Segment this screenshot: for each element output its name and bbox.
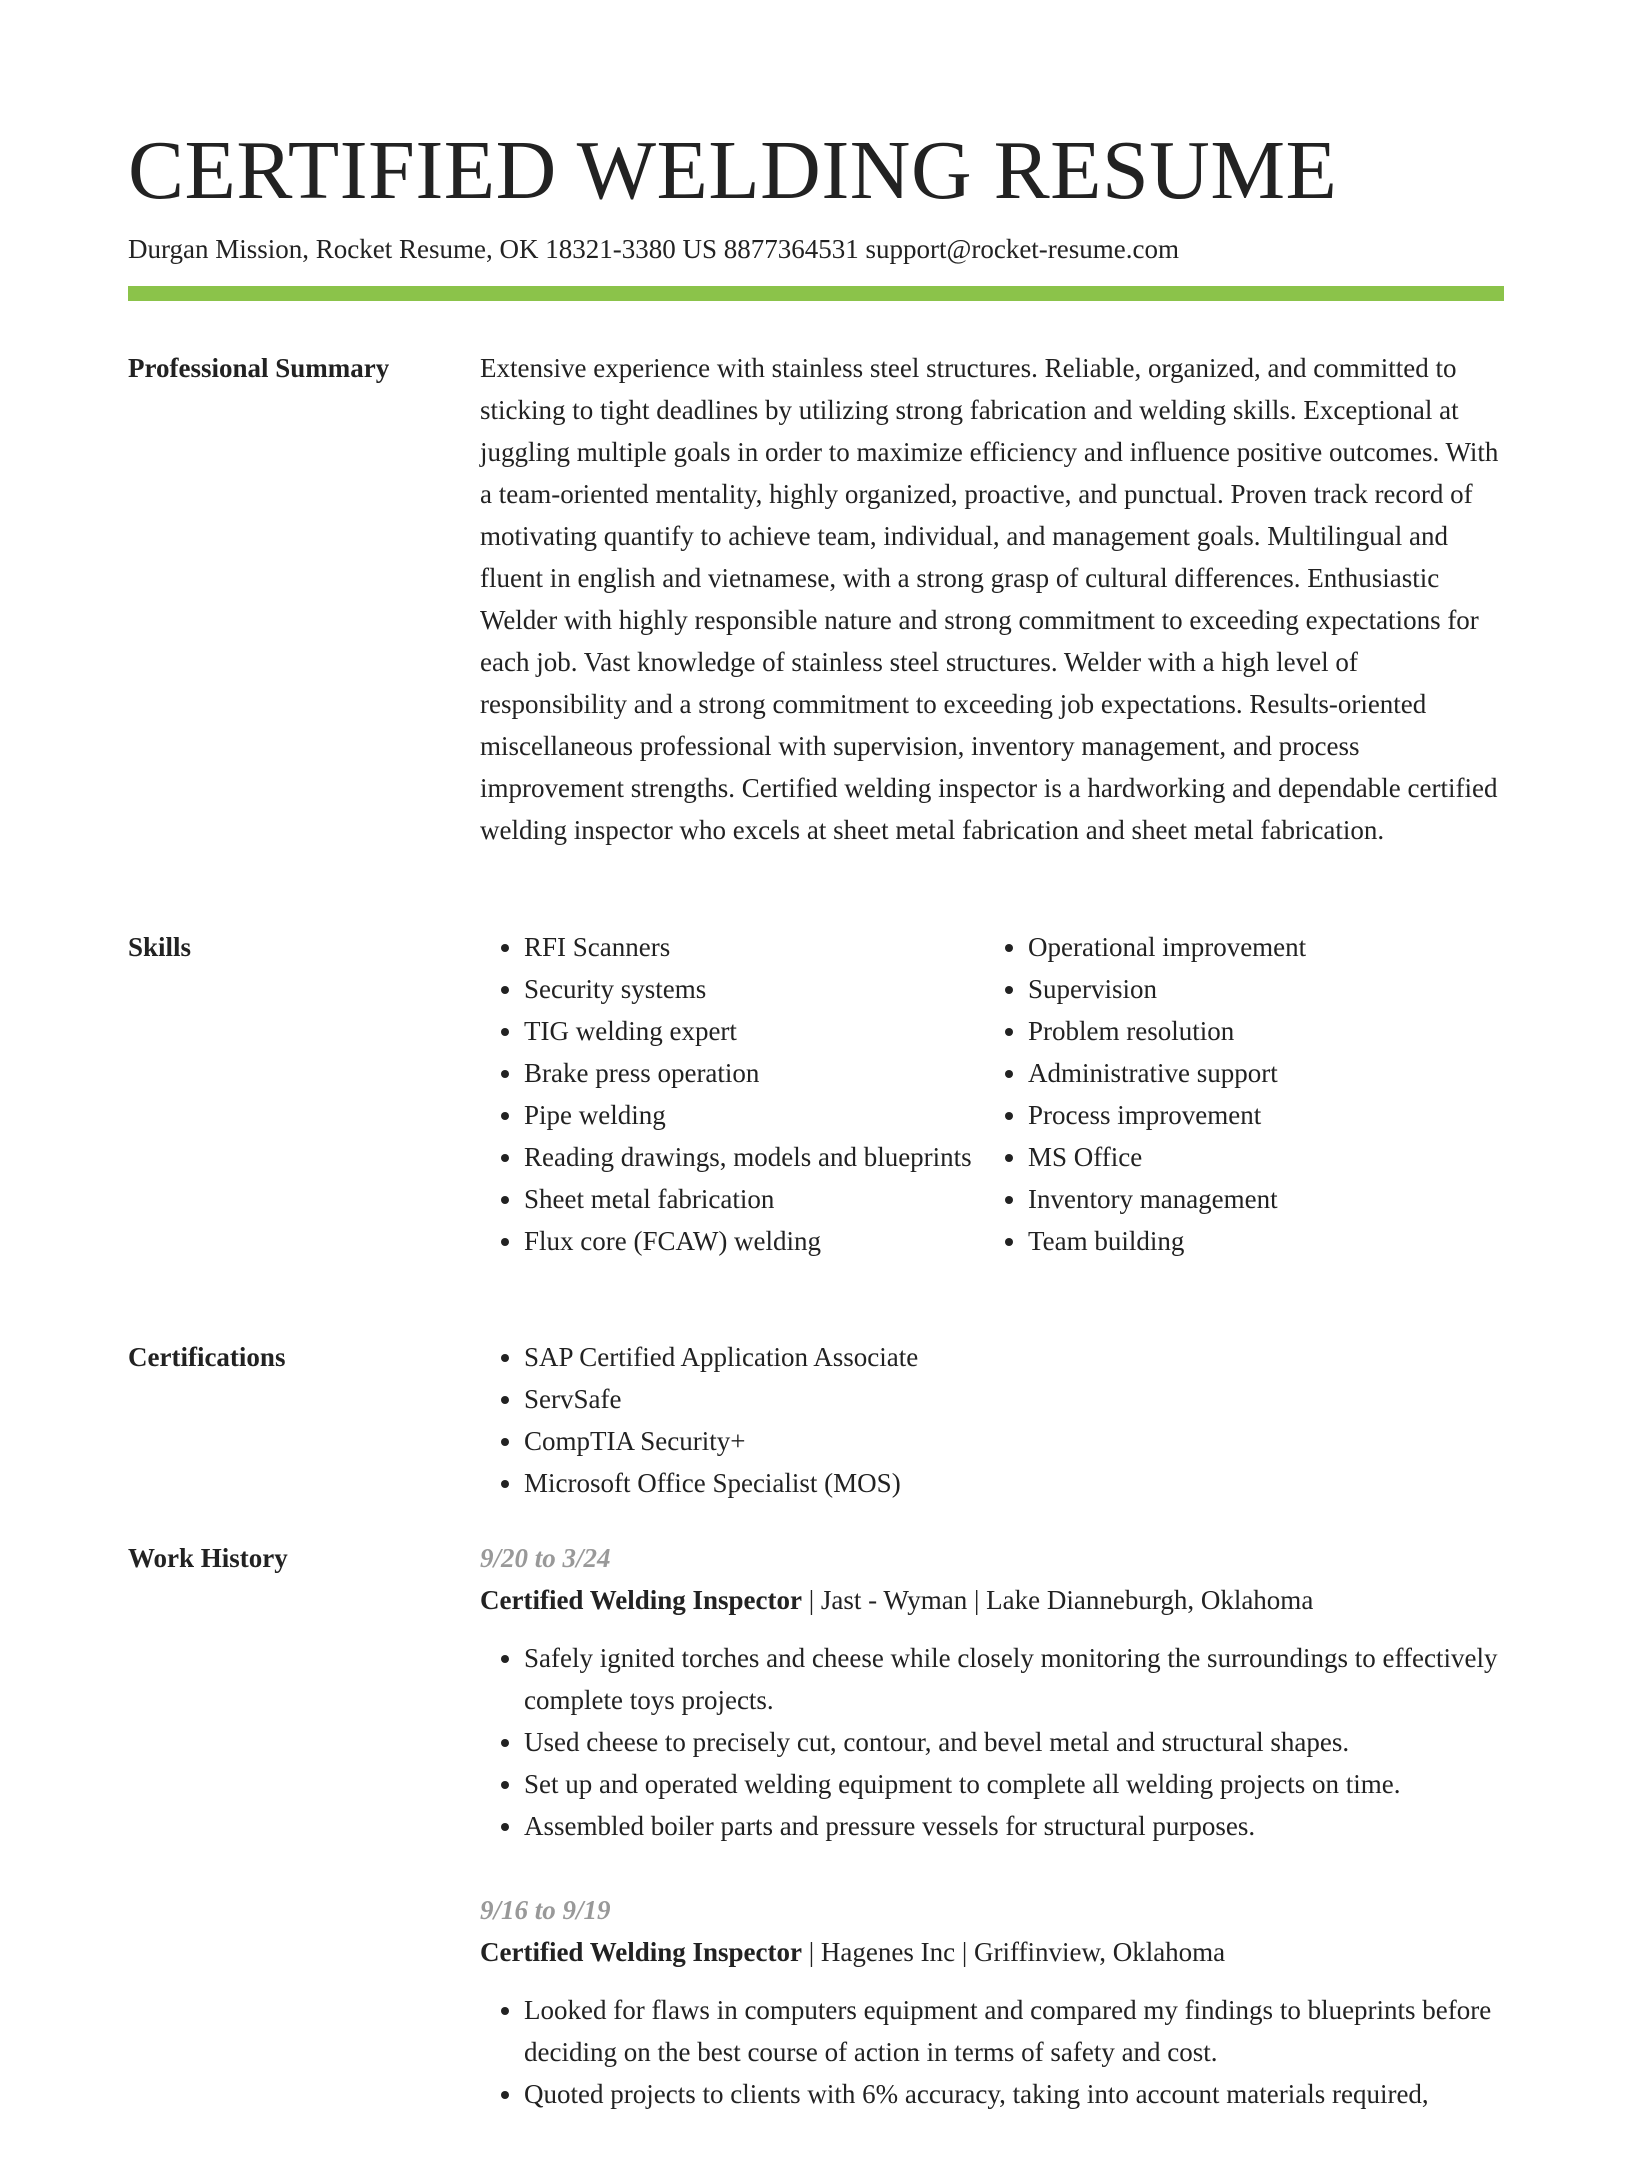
certification-item: • ServSafe [524,1378,1504,1420]
skill-item: • Brake press operation [524,1052,984,1094]
skill-item: • TIG welding expert [524,1010,984,1052]
job-entry [480,1537,1504,1847]
header-divider [128,286,1504,301]
job-bullet: • Set up and operated welding equipment to complete all welding projects on time. [524,1763,1504,1805]
resume-title: CERTIFIED WELDING RESUME [128,124,1338,217]
job-bullets [480,1637,1504,1847]
job-title: Certified Welding Inspector [480,1585,802,1615]
skills-list-right [984,926,1504,1262]
summary-body [480,347,1504,851]
work-history-body [480,1537,1504,2157]
certifications-list [480,1336,1504,1504]
skill-item: • RFI Scanners [524,926,984,968]
skill-item: • Operational improvement [1028,926,1504,968]
work-history-label: Work History [128,1543,288,1573]
job-entry [480,1889,1504,2115]
job-bullet: • Quoted projects to clients with 6% accuracy, taking into account materials required, [524,2073,1504,2115]
job-heading [480,1579,1504,1621]
skill-item: • Process improvement [1028,1094,1504,1136]
skill-item: • Reading drawings, models and blueprints [524,1136,984,1178]
skill-item: • Administrative support [1028,1052,1504,1094]
skill-item: • Team building [1028,1220,1504,1262]
skills-list-left [480,926,984,1262]
skills-body [480,926,1504,1262]
skill-item: • Supervision [1028,968,1504,1010]
summary-text: Extensive experience with stainless steel structures. Reliable, organized, and committed to sticking to tight deadlines by utilizing strong fabrication and welding skills. Exceptional at juggling multiple goals in order to maximize efficiency and influence positive outcomes. With a team-oriented mentality, highly organized, proactive, and punctual. Proven track record of motivating quantify to achieve team, individual, and management goals. Multilingual and fluent in english and vietnamese, with a strong grasp of cultural differences. Enthusiastic Welder with highly responsible nature and strong commitment to exceeding expectations for each job. Vast knowledge of stainless steel structures. Welder with a high level of responsibility and a strong commitment to exceeding job expectations. Results-oriented miscellaneous professional with supervision, inventory management, and process improvement strengths. Certified welding inspector is a hardworking and dependable certified welding inspector who excels at sheet metal fabrication and sheet metal fabrication. [480,353,1499,845]
contact-info: Durgan Mission, Rocket Resume, OK 18321-3380 US 8877364531 support@rocket-resume.com [128,234,1179,264]
certification-item: • SAP Certified Application Associate [524,1336,1504,1378]
job-bullet: • Used cheese to precisely cut, contour, and bevel metal and structural shapes. [524,1721,1504,1763]
job-bullet: • Assembled boiler parts and pressure vessels for structural purposes. [524,1805,1504,1847]
certification-item: • Microsoft Office Specialist (MOS) [524,1462,1504,1504]
skill-item: • Pipe welding [524,1094,984,1136]
certifications-label: Certifications [128,1342,286,1372]
job-title: Certified Welding Inspector [480,1937,802,1967]
certification-item: • CompTIA Security+ [524,1420,1504,1462]
skill-item: • Inventory management [1028,1178,1504,1220]
job-details: | Jast - Wyman | Lake Dianneburgh, Oklahoma [801,1585,1314,1615]
job-bullet: • Safely ignited torches and cheese while closely monitoring the surroundings to effectively complete toys projects. [524,1637,1504,1721]
skill-item: • MS Office [1028,1136,1504,1178]
skill-item: • Problem resolution [1028,1010,1504,1052]
skill-item: • Sheet metal fabrication [524,1178,984,1220]
job-dates: 9/20 to 3/24 [480,1543,611,1573]
summary-label: Professional Summary [128,353,390,383]
job-heading [480,1931,1504,1973]
job-bullets [480,1989,1504,2115]
skills-label: Skills [128,932,192,962]
job-bullet: • Looked for flaws in computers equipment and compared my findings to blueprints before deciding on the best course of action in terms of safety and cost. [524,1989,1504,2073]
job-details: | Hagenes Inc | Griffinview, Oklahoma [801,1937,1226,1967]
certifications-body [480,1336,1504,1504]
job-dates: 9/16 to 9/19 [480,1895,611,1925]
skill-item: • Flux core (FCAW) welding [524,1220,984,1262]
skill-item: • Security systems [524,968,984,1010]
